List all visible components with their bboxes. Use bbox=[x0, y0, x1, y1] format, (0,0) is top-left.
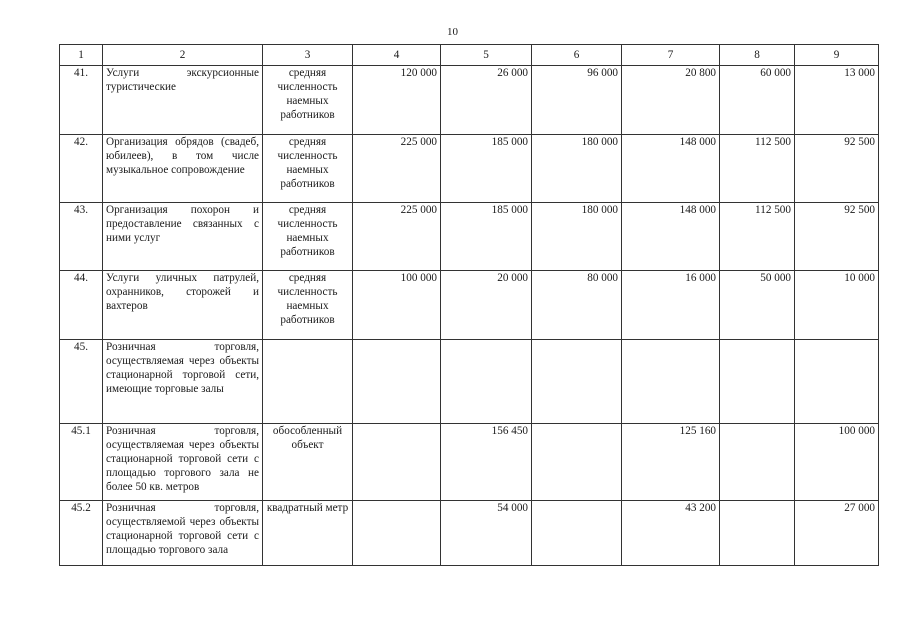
value-col-6: 180 000 bbox=[532, 135, 622, 203]
service-name: Организация обрядов (свадеб, юбилеев), в том числе музыкальное сопровождение bbox=[103, 135, 263, 203]
row-number: 45.1 bbox=[60, 424, 103, 501]
value-col-5: 20 000 bbox=[441, 271, 532, 340]
value-col-4: 225 000 bbox=[353, 203, 441, 271]
value-col-6: 180 000 bbox=[532, 203, 622, 271]
value-col-4: 225 000 bbox=[353, 135, 441, 203]
table-row bbox=[60, 271, 879, 340]
value-col-8: 60 000 bbox=[720, 66, 795, 135]
header-col-2: 2 bbox=[103, 45, 263, 66]
row-number: 45. bbox=[60, 340, 103, 424]
unit-of-measure: средняя численность наемных работников bbox=[263, 135, 353, 203]
value-col-9: 13 000 bbox=[795, 66, 879, 135]
value-col-7: 20 800 bbox=[622, 66, 720, 135]
header-col-6: 6 bbox=[532, 45, 622, 66]
value-col-6 bbox=[532, 340, 622, 424]
row-number: 41. bbox=[60, 66, 103, 135]
value-col-7: 16 000 bbox=[622, 271, 720, 340]
header-col-1: 1 bbox=[60, 45, 103, 66]
value-col-7 bbox=[622, 340, 720, 424]
header-col-4: 4 bbox=[353, 45, 441, 66]
table-row bbox=[60, 66, 879, 135]
value-col-6: 96 000 bbox=[532, 66, 622, 135]
value-col-7: 43 200 bbox=[622, 501, 720, 566]
value-col-8: 112 500 bbox=[720, 203, 795, 271]
value-col-7: 148 000 bbox=[622, 135, 720, 203]
value-col-5: 185 000 bbox=[441, 135, 532, 203]
table-row bbox=[60, 203, 879, 271]
header-col-3: 3 bbox=[263, 45, 353, 66]
table-row bbox=[60, 340, 879, 424]
value-col-9: 27 000 bbox=[795, 501, 879, 566]
value-col-8: 50 000 bbox=[720, 271, 795, 340]
row-number: 45.2 bbox=[60, 501, 103, 566]
row-number: 42. bbox=[60, 135, 103, 203]
service-name: Розничная торговля, осуществляемая через объекты стационарной торговой сети, имеющие торговые залы bbox=[103, 340, 263, 424]
value-col-5: 54 000 bbox=[441, 501, 532, 566]
value-col-8 bbox=[720, 424, 795, 501]
service-name: Услуги экскурсионные туристические bbox=[103, 66, 263, 135]
value-col-4 bbox=[353, 501, 441, 566]
header-col-8: 8 bbox=[720, 45, 795, 66]
value-col-9 bbox=[795, 340, 879, 424]
value-col-5: 185 000 bbox=[441, 203, 532, 271]
value-col-9: 92 500 bbox=[795, 203, 879, 271]
service-name: Услуги уличных патрулей, охранников, сторожей и вахтеров bbox=[103, 271, 263, 340]
header-row bbox=[60, 45, 879, 66]
unit-of-measure: квадратный метр bbox=[263, 501, 353, 566]
service-name: Розничная торговля, осуществляемая через объекты стационарной торговой сети с площадью торгового зала не более 50 кв. метров bbox=[103, 424, 263, 501]
value-col-7: 125 160 bbox=[622, 424, 720, 501]
value-col-5: 26 000 bbox=[441, 66, 532, 135]
table-row bbox=[60, 501, 879, 566]
header-col-9: 9 bbox=[795, 45, 879, 66]
value-col-6: 80 000 bbox=[532, 271, 622, 340]
row-number: 44. bbox=[60, 271, 103, 340]
table-row bbox=[60, 424, 879, 501]
page-number: 10 bbox=[447, 26, 458, 38]
unit-of-measure: обособленный объект bbox=[263, 424, 353, 501]
service-name: Организация похорон и предоставление связанных с ними услуг bbox=[103, 203, 263, 271]
value-col-6 bbox=[532, 501, 622, 566]
value-col-8: 112 500 bbox=[720, 135, 795, 203]
value-col-4: 120 000 bbox=[353, 66, 441, 135]
row-number: 43. bbox=[60, 203, 103, 271]
value-col-9: 10 000 bbox=[795, 271, 879, 340]
value-col-5: 156 450 bbox=[441, 424, 532, 501]
table-row bbox=[60, 135, 879, 203]
value-col-4: 100 000 bbox=[353, 271, 441, 340]
unit-of-measure: средняя численность наемных работников bbox=[263, 271, 353, 340]
value-col-8 bbox=[720, 340, 795, 424]
value-col-7: 148 000 bbox=[622, 203, 720, 271]
header-col-5: 5 bbox=[441, 45, 532, 66]
service-name: Розничная торговля, осуществляемой через объекты стационарной торговой сети с площадью торгового зала bbox=[103, 501, 263, 566]
unit-of-measure bbox=[263, 340, 353, 424]
value-col-5 bbox=[441, 340, 532, 424]
value-col-9: 100 000 bbox=[795, 424, 879, 501]
unit-of-measure: средняя численность наемных работников bbox=[263, 203, 353, 271]
header-col-7: 7 bbox=[622, 45, 720, 66]
value-col-4 bbox=[353, 424, 441, 501]
value-col-4 bbox=[353, 340, 441, 424]
value-col-9: 92 500 bbox=[795, 135, 879, 203]
value-col-8 bbox=[720, 501, 795, 566]
tax-rate-table bbox=[59, 44, 879, 566]
unit-of-measure: средняя численность наемных работников bbox=[263, 66, 353, 135]
value-col-6 bbox=[532, 424, 622, 501]
